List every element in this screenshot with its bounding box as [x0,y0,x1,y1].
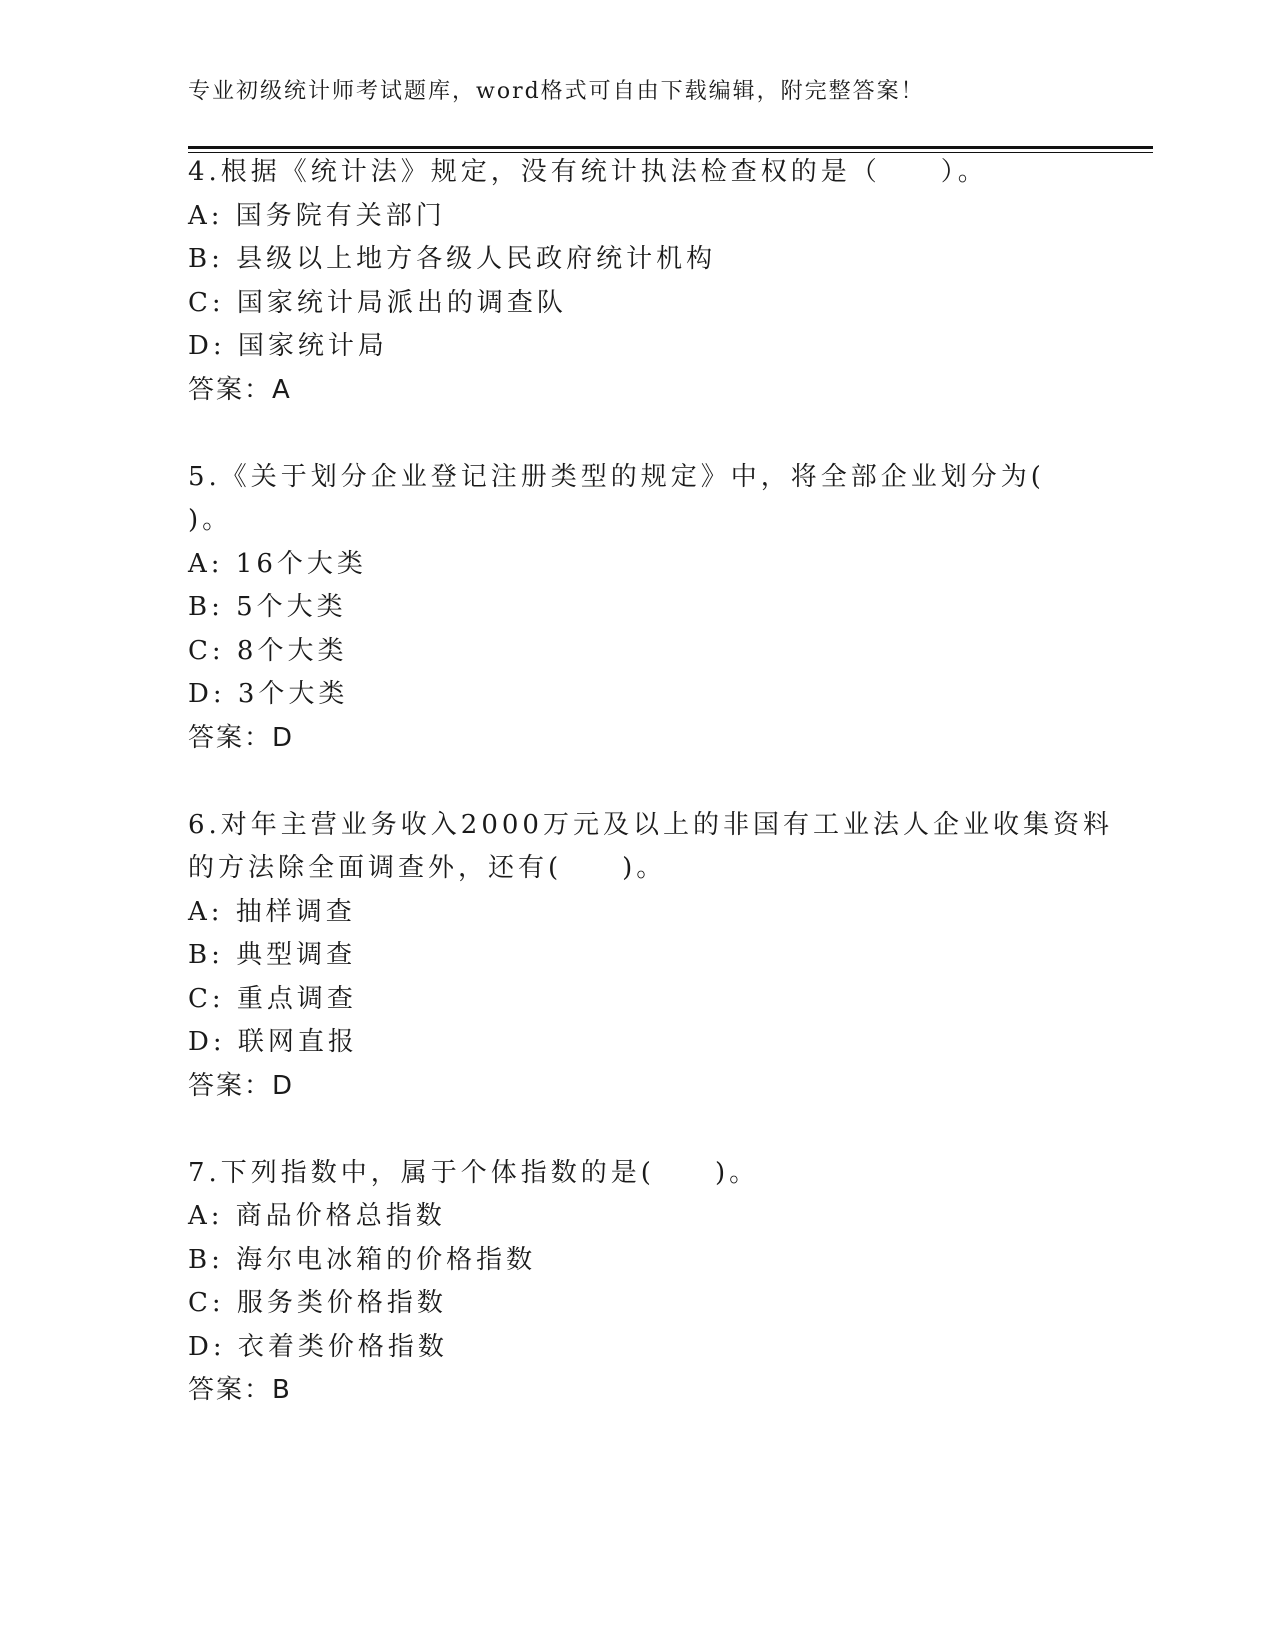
header-divider [188,146,1153,153]
question-6-stem-line-1: 6.对年主营业务收入2000万元及以上的非国有工业法人企业收集资料 [188,810,1113,840]
question-5-answer: 答案：D [188,723,295,753]
question-6-option-c: C: 重点调查 [188,984,357,1014]
question-6-option-b: B: 典型调查 [188,940,357,970]
question-4-stem: 4.根据《统计法》规定，没有统计执法检查权的是（ ）。 [188,157,988,187]
question-4-answer: 答案：A [188,375,292,405]
question-6-answer: 答案：D [188,1071,295,1101]
question-7-option-b: B: 海尔电冰箱的价格指数 [188,1245,537,1275]
question-5-option-b: B: 5个大类 [188,592,347,622]
question-5-option-a: A: 16个大类 [188,549,367,579]
question-6-option-a: A: 抽样调查 [188,897,356,927]
question-4-option-b: B: 县级以上地方各级人民政府统计机构 [188,244,717,274]
question-5-stem-line-2: )。 [188,505,233,535]
question-7-option-d: D: 衣着类价格指数 [188,1332,448,1362]
question-5-option-d: D: 3个大类 [188,679,349,709]
question-7-option-c: C: 服务类价格指数 [188,1288,447,1318]
question-4-option-d: D: 国家统计局 [188,331,388,361]
question-6-option-d: D: 联网直报 [188,1027,358,1057]
page-header-text: 专业初级统计师考试题库，word格式可自由下载编辑，附完整答案！ [188,79,925,104]
question-7-stem: 7.下列指数中，属于个体指数的是( )。 [188,1158,760,1188]
question-6-stem-line-2: 的方法除全面调查外，还有( )。 [188,853,667,883]
question-4-option-c: C: 国家统计局派出的调查队 [188,288,567,318]
question-4-option-a: A: 国务院有关部门 [188,201,446,231]
question-7-option-a: A: 商品价格总指数 [188,1201,446,1231]
question-5-option-c: C: 8个大类 [188,636,348,666]
question-5-stem-line-1: 5.《关于划分企业登记注册类型的规定》中，将全部企业划分为( [188,462,1045,492]
question-7-answer: 答案：B [188,1375,292,1405]
